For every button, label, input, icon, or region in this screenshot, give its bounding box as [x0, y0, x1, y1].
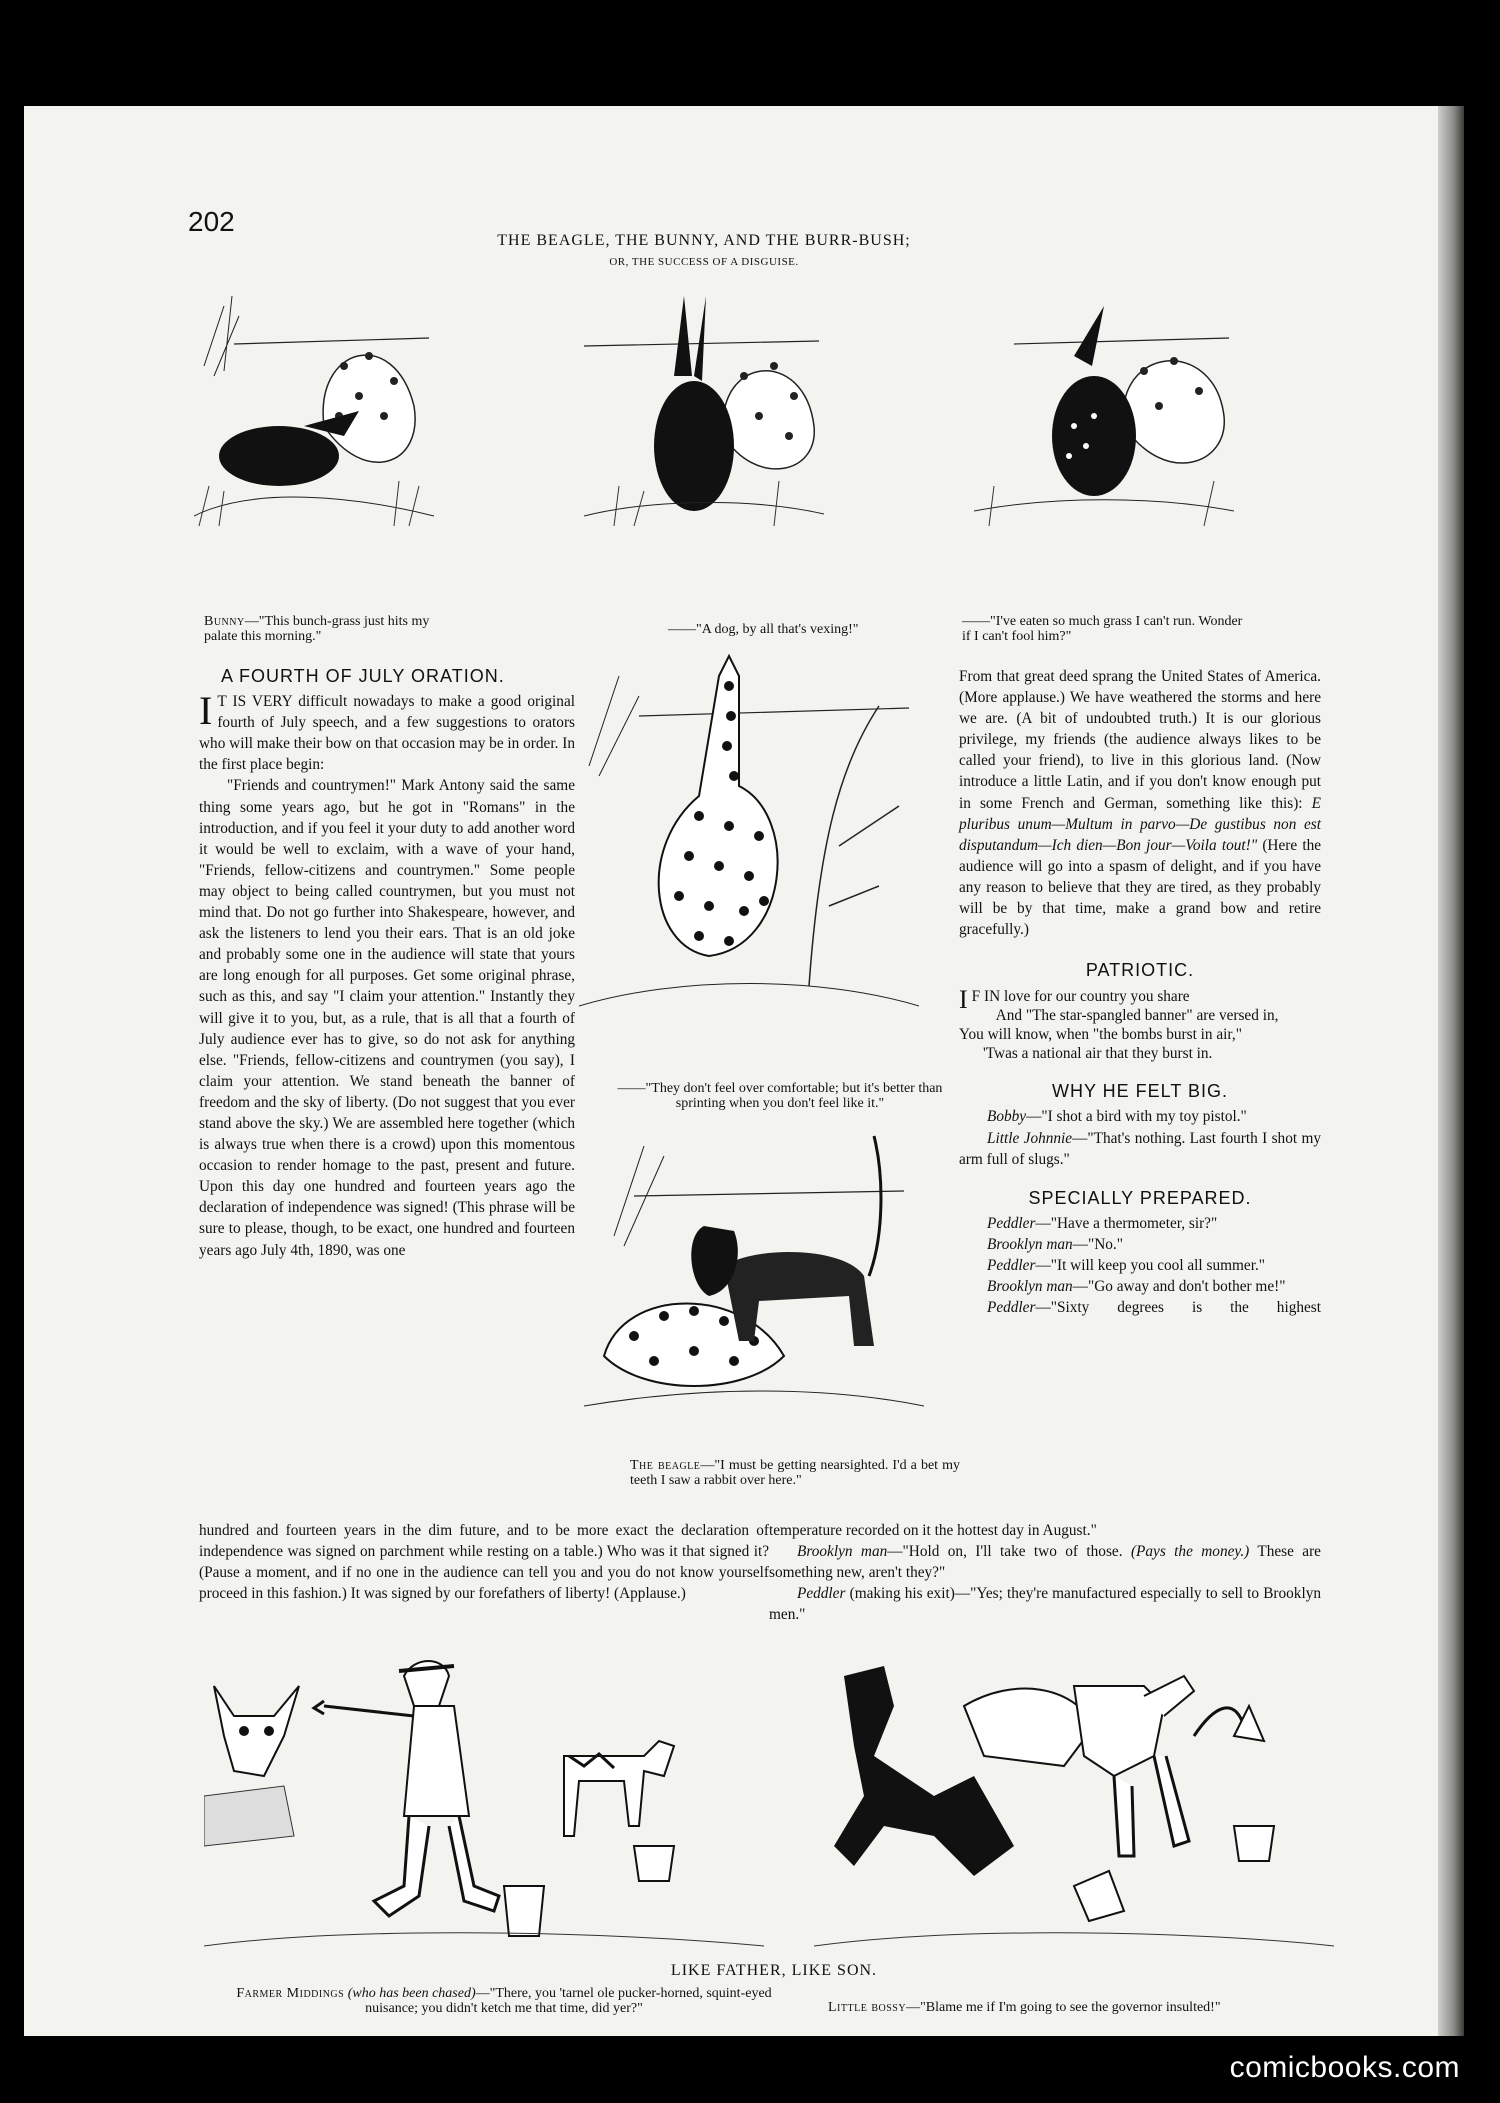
oration-wide-text: hundred and fourteen years in the dim future, and to be more exact the declaration of independence was signed on parchment while resting on a table.) Who was it that signed it? (Pause a moment, and if no one in the audience can tell you and you do not know yourself proceed in this fashion.) It was signed by our forefathers of liberty! (Applause.) — [199, 1522, 769, 1603]
oration-body: "Friends and countrymen!" Mark Antony said the same thing some years ago, but he got in "Romans" in the introduction, and if you feel it your duty to add another word it would be well to exclaim, with a wave of your hand, "Friends, fellow-citizens and countrymen." Some people may object to being called countrymen, but you must not mind that. Do not go further into Shakespeare, however, and ask the listeners to lend you their ears. That is an old joke and probably some one in the audience will state that yours are long enough for all purposes. Get some original phrase, such as this, and say "I claim your attention." Instantly they will give it to you, but, as a rule, that is all that a fourth of July audience ever has to give, so do not ask for anything else. "Friends, fellow-citizens and countrymen (you say), I claim your attention. We stand beneath the banner of freedom and the sky of liberty. (Do not suggest that you ever stand above the sky.) We are assembled here together (which is always true when there is a crowd) upon this momentous occasion to render homage to the past, present and future. Upon this day one hundred and fourteen years ago the declaration of independence was signed! (This phrase will be sure to please, though, to be exact, one hundred and fourteen years ago July 4th, 1890, was one — [199, 777, 575, 1259]
farmer-calf-illustration — [204, 1646, 764, 1956]
comic-panel-4 — [579, 646, 919, 1026]
prepared-line-5: Peddler—"Sixty degrees is the highest — [987, 1299, 1321, 1317]
prepared-heading: SPECIALLY PREPARED. — [1028, 1187, 1252, 1208]
son-tossed-illustration — [814, 1646, 1334, 1956]
comic-panel-3 — [974, 286, 1234, 536]
caption-panel-3: ——"I've eaten so much grass I can't run. Wonder if I can't fool him?" — [962, 614, 1243, 644]
beagle-illustration — [584, 1116, 924, 1416]
bottom-caption-right: Little bossy—"Blame me if I'm going to see the governor insulted!" — [828, 2000, 1221, 2015]
site-watermark: comicbooks.com — [1229, 2051, 1460, 2084]
felt-big-heading: WHY HE FELT BIG. — [1051, 1081, 1229, 1102]
caption-panel-4: ——"They don't feel over comfortable; but it's better than sprinting when you don't feel like it." — [617, 1081, 943, 1111]
prepared-line-1: Peddler—"Have a thermometer, sir?" — [987, 1214, 1218, 1232]
page-number: 202 — [188, 206, 235, 237]
prepared-line-3: Peddler—"It will keep you cool all summer." — [987, 1256, 1266, 1274]
farmer-cartoon — [204, 1646, 764, 1956]
prepared-wide-1: temperature recorded on it the hottest day in August." — [769, 1522, 1097, 1539]
rabbit-alert-illustration — [584, 286, 824, 536]
burr-bush-disguise-illustration — [579, 646, 919, 1026]
comic-subtitle: OR, THE SUCCESS OF A DISGUISE. — [609, 256, 799, 268]
caption-panel-5: The beagle—"I must be getting nearsighted. I'd a bet my teeth I saw a rabbit over here." — [630, 1458, 961, 1488]
comic-title: THE BEAGLE, THE BUNNY, AND THE BURR-BUSH; — [497, 232, 911, 249]
right-column — [959, 666, 1321, 1318]
oration-lead: I T IS VERY difficult nowadays to make a good original fourth of July speech, and a few suggestions to orators who will make their bow on that occasion may be in order. In the first place begin: — [199, 688, 575, 774]
comic-panel-1 — [194, 286, 434, 536]
oration-dropcap: I — [199, 688, 213, 734]
magazine-page — [24, 106, 1464, 2036]
patriotic-poem: I F IN love for our country you share And "The star-spangled banner" are versed in, You will know, when "the bombs burst in air," 'Twas a national air that they burst in. — [959, 985, 1279, 1063]
comic-panel-5 — [584, 1116, 924, 1416]
prepared-wide-3: Peddler (making his exit)—"Yes; they're manufactured especially to sell to Brooklyn men." — [769, 1585, 1322, 1624]
caption-panel-1: Bunny—"This bunch-grass just hits my palate this morning." — [204, 614, 430, 644]
prepared-wide-text — [769, 1520, 1321, 1625]
oration-column — [199, 666, 575, 1261]
page-spine-shadow — [1438, 106, 1464, 2036]
prepared-line-2: Brooklyn man—"No." — [987, 1235, 1123, 1253]
felt-big-line-1: Bobby—"I shot a bird with my toy pistol." — [987, 1108, 1247, 1126]
bottom-cartoon-title: LIKE FATHER, LIKE SON. — [670, 1962, 878, 1979]
rabbit-eating-illustration — [194, 286, 434, 536]
prepared-wide-2: Brooklyn man—"Hold on, I'll take two of those. (Pays the money.) These are something new, aren't they?" — [769, 1543, 1321, 1582]
comic-panel-2 — [584, 286, 824, 536]
caption-panel-2: ——"A dog, by all that's vexing!" — [668, 622, 859, 637]
son-cartoon — [814, 1646, 1334, 1956]
patriotic-heading: PATRIOTIC. — [1085, 960, 1195, 981]
bottom-caption-left: Farmer Middings (who has been chased)—"There, you 'tarnel ole pucker-horned, squint-eyed nuisance; you didn't ketch me that time, did yer?" — [236, 1986, 772, 2016]
felt-big-line-2: Little Johnnie—"That's nothing. Last fourth I shot my arm full of slugs." — [959, 1129, 1322, 1168]
oration-continued: From that great deed sprang the United States of America. (More applause.) We have weathered the storms and here we are. (A bit of undoubted truth.) It is our glorious privilege, my friends (the audience always likes to be called your friend), to live in this glorious land. (Now introduce a little Latin, and if you don't know enough put in some French and German, something like this): E pluribus unum—Multum in parvo—De gustibus non est disputandum—Ich dien—Bon jour—Voila tout!" (Here the audience will go into a spasm of delight, and if you have any reason to believe that they are tired, as they probably will be by that time, make a grand bow and retire gracefully.) — [959, 668, 1322, 939]
rabbit-burrs-illustration — [974, 286, 1234, 536]
oration-heading: A FOURTH OF JULY ORATION. — [221, 666, 505, 686]
prepared-line-4: Brooklyn man—"Go away and don't bother me!" — [987, 1278, 1286, 1296]
